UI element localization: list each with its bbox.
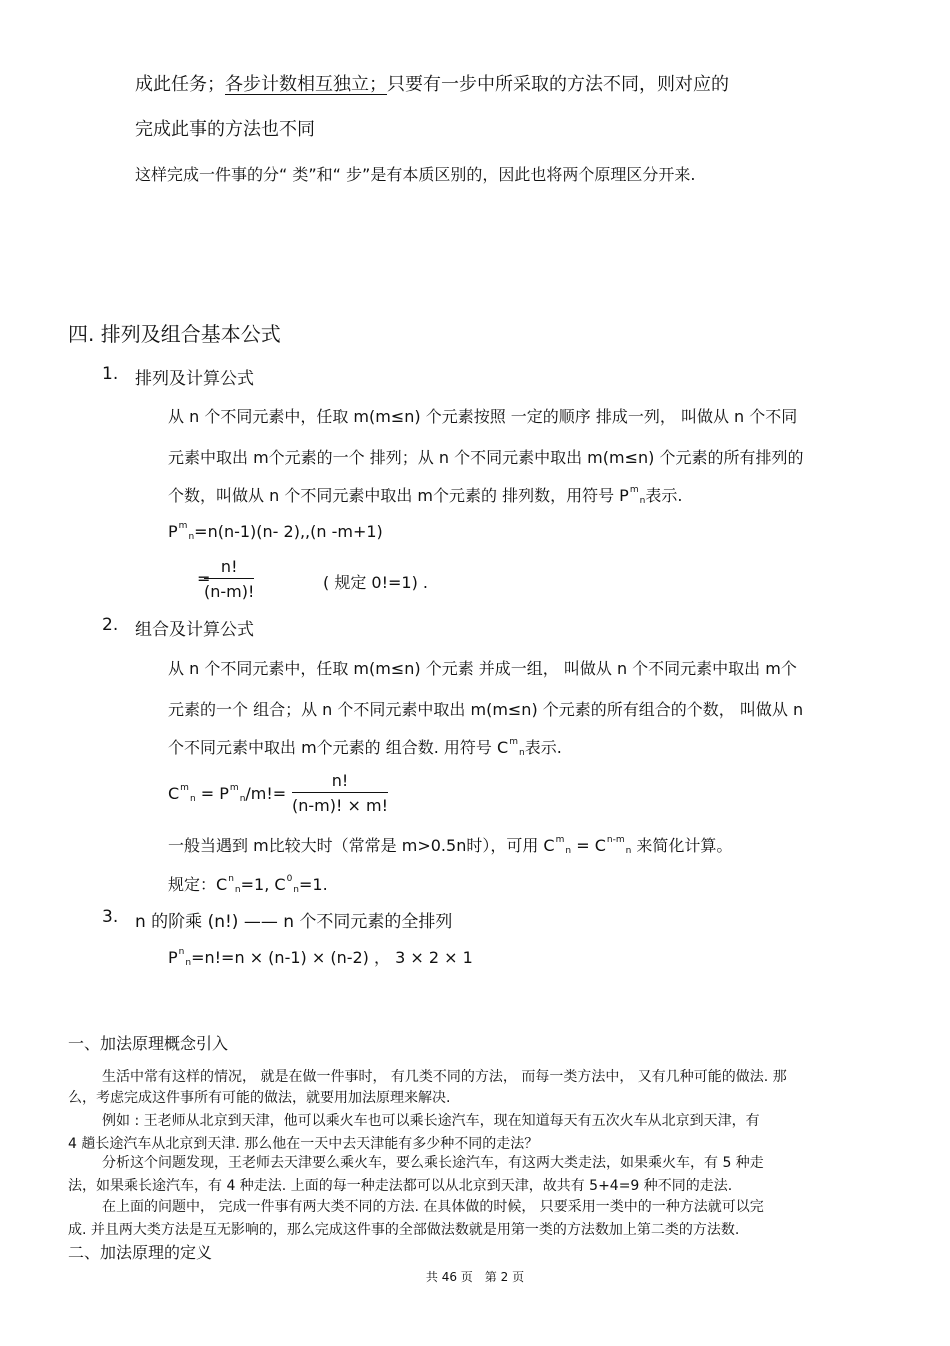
combination-formula: $C^m_n = P^m_n/m!=$ [168,783,287,804]
combination-fraction [292,771,388,815]
section-1-line-1: 生活中常有这样的情况， 就是在做一件事时， 有几类不同的方法， 而每一类方法中， 又有几种可能的做法. 那 [102,1069,787,1085]
page-footer: 共 46 页 第 2 页 [425,1270,525,1284]
fraction-denominator: (n-m)! × m! [292,796,388,815]
fraction-bar [204,578,254,579]
item-2-para-3: 个不同元素中取出 m个元素的 组合数. 用符号 $C^m_n$表示. [168,737,562,758]
combination-general-note: 一般当遇到 m比较大时（常常是 m>0.5n时），可用 $C^m_n = C^{n-m}_n$ 来简化计算。 [168,835,733,856]
item-1-number: 1. [102,364,119,384]
section-2-title: 二、加法原理的定义 [68,1243,213,1262]
section-1-title: 一、加法原理概念引入 [68,1034,229,1053]
top-line-3: 这样完成一件事的分“ 类”和“ 步”是有本质区别的，因此也将两个原理区分开来. [135,165,696,184]
section-4-title: 四. 排列及组合基本公式 [68,322,281,346]
section-1-line-7: 在上面的问题中， 完成一件事有两大类不同的方法. 在具体做的时候， 只要采用一类中的一种方法就可以完 [102,1199,764,1215]
top-line-1-underlined: 各步计数相互独立； [225,74,387,95]
fraction-numerator: n! [220,557,238,576]
section-1-line-5: 分析这个问题发现，王老师去天津要么乘火车，要么乘长途汽车，有这两大类走法，如果乘火车，有 5 种走 [102,1155,764,1171]
item-2-para-1: 从 n 个不同元素中，任取 m(m≤n) 个元素 并成一组， 叫做从 n 个不同元素中取出 m个 [168,659,797,678]
item-1-title: 排列及计算公式 [135,369,254,389]
permutation-formula: $P^m_n=n(n-1)(n-$ 2),,(n -m+1) [168,521,383,542]
item-1-para-3: 个数，叫做从 n 个不同元素中取出 m个元素的 排列数，用符号 $P^m_n$表示. [168,485,683,506]
fraction-denominator: (n-m)! [204,582,255,601]
item-2-para-2: 元素的一个 组合；从 n 个不同元素中取出 m(m≤n) 个元素的所有组合的个数， 叫做从 n [168,700,804,719]
section-1-line-8: 成. 并且两大类方法是互无影响的，那么完成这件事的全部做法数就是用第一类的方法数加上第二类的方法数. [68,1222,740,1238]
top-line-2: 完成此事的方法也不同 [135,119,315,140]
item-3-title: n 的阶乘 (n!) —— n 个不同元素的全排列 [135,912,453,932]
item-3-number: 3. [102,907,119,927]
top-line-1 [135,70,729,96]
fraction-bar [292,792,388,793]
factorial-rule-note: ( 规定 0!=1) . [323,573,429,592]
section-1-line-2: 么，考虑完成这件事所有可能的做法，就要用加法原理来解决. [68,1090,451,1106]
combination-rule: 规定：$C^n_n=1$, $C^0_n=1$. [168,874,328,895]
top-line-1-b: 只要有一步中所采取的方法不同，则对应的 [387,74,729,95]
full-permutation-formula: $P^n_n=n!=n \times (n-1) \times (n-2)$ ， 3 × 2 × 1 [168,947,473,968]
section-1-line-3: 例如 : 王老师从北京到天津，他可以乘火车也可以乘长途汽车，现在知道每天有五次火车从北京到天津，有 [102,1113,760,1129]
fraction-numerator: n! [331,771,349,790]
item-1-para-2: 元素中取出 m个元素的一个 排列；从 n 个不同元素中取出 m(m≤n) 个元素的所有排列的 [168,448,804,467]
item-2-title: 组合及计算公式 [135,620,254,640]
section-1-line-6: 法，如果乘长途汽车，有 4 种走法. 上面的每一种走法都可以从北京到天津，故共有 5+4=9 种不同的走法. [68,1178,733,1194]
permutation-equals: = [197,569,211,588]
top-line-1-a: 成此任务； [135,74,225,95]
section-1-line-4: 4 趟长途汽车从北京到天津. 那么他在一天中去天津能有多少种不同的走法？ [68,1136,539,1152]
item-2-number: 2. [102,615,119,635]
item-1-para-1: 从 n 个不同元素中，任取 m(m≤n) 个元素按照 一定的顺序 排成一列， 叫做从 n 个不同 [168,407,798,426]
permutation-fraction [204,557,254,601]
